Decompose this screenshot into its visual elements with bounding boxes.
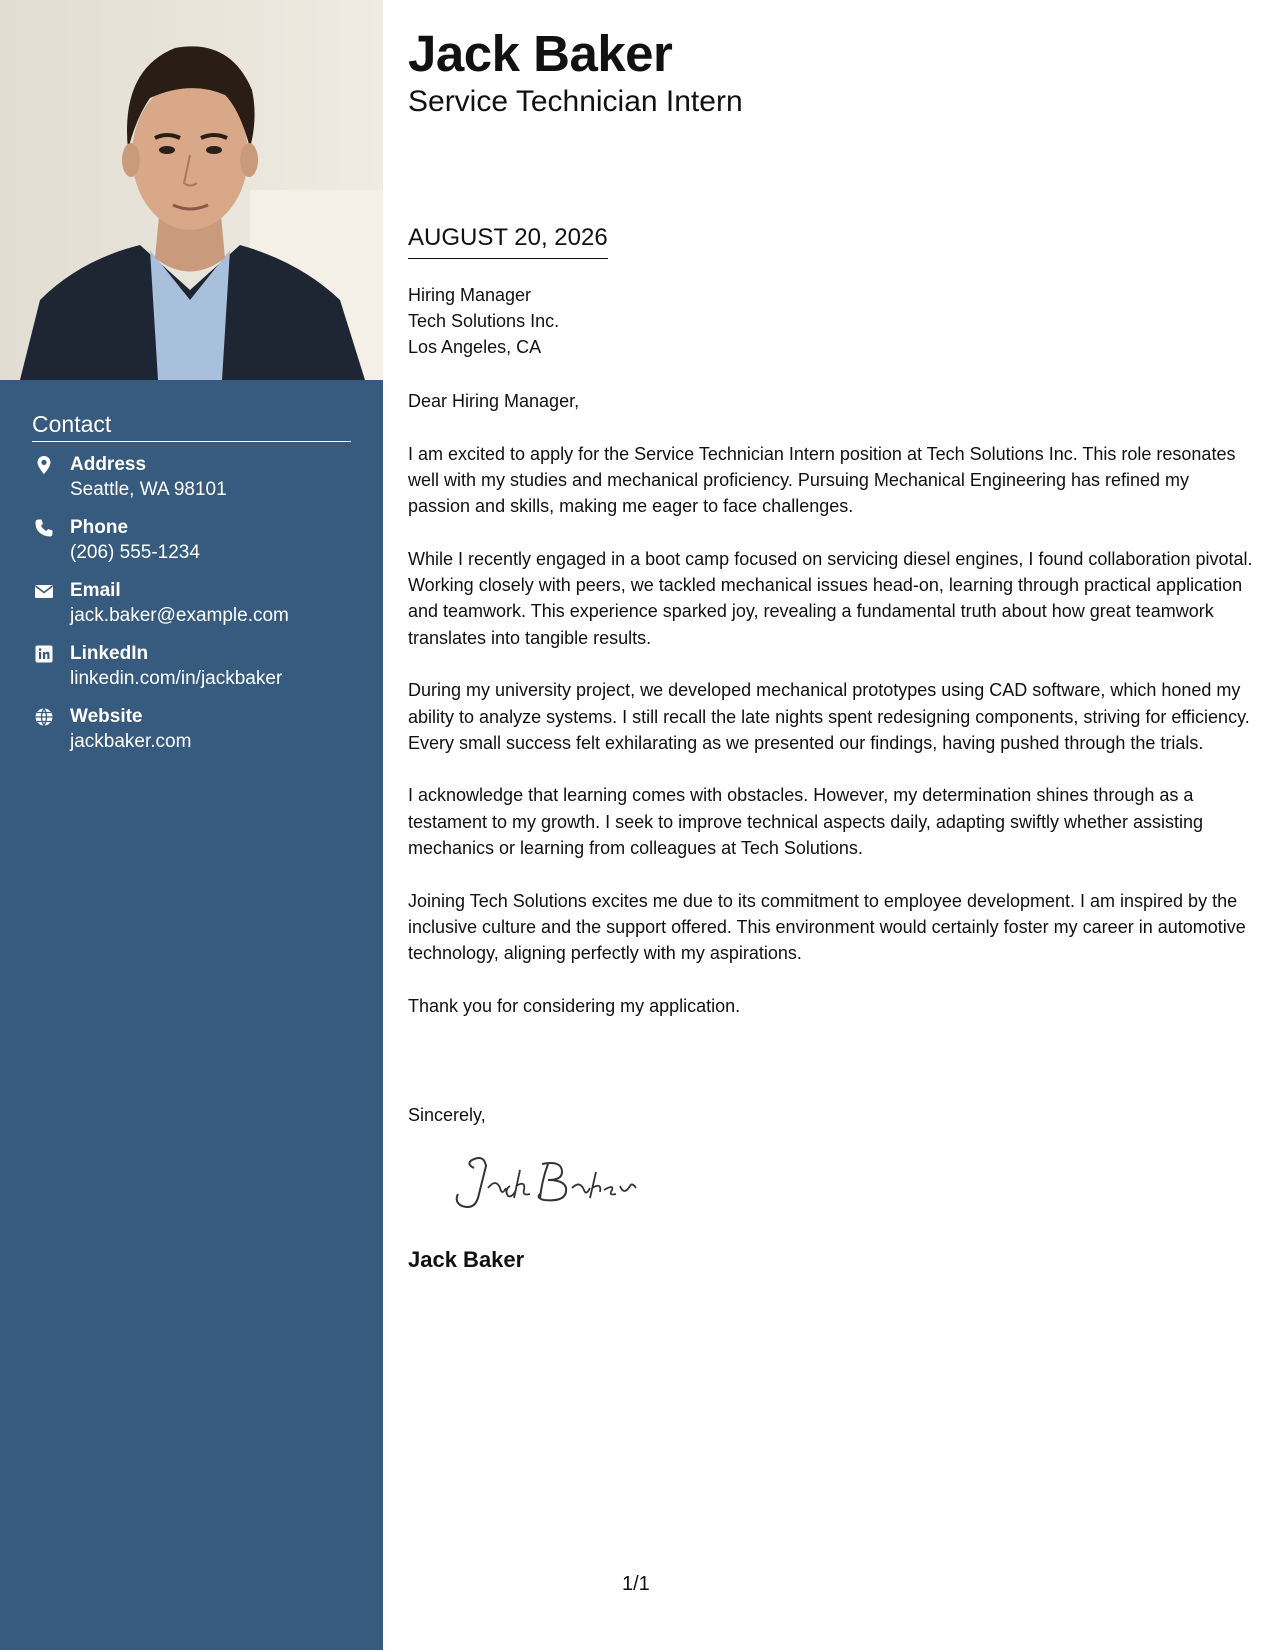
letter-paragraph: During my university project, we developed mechanical prototypes using CAD software, which honed my ability to analyze systems. I still recall the late nights spent redesigning components, striving for efficiency. Every small success felt exhilarating as we presented our findings, having pushed through the trials.: [408, 680, 1250, 753]
recipient-line: Los Angeles, CA: [408, 337, 542, 357]
contact-list: [32, 452, 351, 767]
salutation: Dear Hiring Manager,: [408, 391, 580, 411]
applicant-title: Service Technician Intern: [408, 85, 743, 118]
contact-value: (206) 555-1234: [70, 542, 200, 563]
letter-paragraph: Thank you for considering my application.: [408, 995, 741, 1016]
contact-label: Website: [70, 706, 143, 727]
contact-value[interactable]: linkedin.com/in/jackbaker: [70, 668, 283, 689]
letter-paragraph: While I recently engaged in a boot camp focused on servicing diesel engines, I found collaboration pivotal. Working closely with peers, we tackled mechanical issues head-on, learning through practical application and teamwork. This experience sparked joy, revealing a fundamental truth about how great teamwork translates into tangible results.: [408, 548, 1253, 648]
letter-date: AUGUST 20, 2026: [408, 222, 608, 259]
applicant-name: Jack Baker: [408, 25, 673, 82]
contact-item-address: [32, 452, 351, 515]
signed-name: Jack Baker: [408, 1247, 525, 1272]
contact-heading: Contact: [32, 410, 351, 442]
map-pin-icon: [34, 455, 54, 475]
contact-section: [32, 410, 351, 767]
page-number: 1/1: [622, 1573, 650, 1595]
contact-value[interactable]: jack.baker@example.com: [70, 605, 289, 626]
signature-image: [444, 1150, 684, 1220]
letter-paragraph: I acknowledge that learning comes with obstacles. However, my determination shines through as a testament to my growth. I seek to improve technical aspects daily, adapting swiftly whether assisting mechanics or learning from colleagues at Tech Solutions.: [408, 785, 1204, 859]
contact-item-email: [32, 578, 351, 641]
contact-label: Email: [70, 580, 121, 601]
contact-item-linkedin: [32, 641, 351, 704]
letter-date-wrap: [408, 222, 608, 259]
contact-value[interactable]: jackbaker.com: [70, 731, 192, 752]
contact-label: Address: [70, 454, 147, 475]
letter-body: [408, 388, 1253, 1045]
recipient-block: [408, 282, 559, 360]
linkedin-icon: [34, 644, 54, 664]
sidebar: [0, 0, 383, 1650]
contact-item-website: [32, 704, 351, 767]
recipient-line: Hiring Manager: [408, 285, 532, 305]
recipient-line: Tech Solutions Inc.: [408, 311, 560, 331]
profile-photo: [0, 0, 383, 380]
letter-paragraph: Joining Tech Solutions excites me due to its commitment to employee development. I am inspired by the inclusive culture and the support offered. This environment would certainly foster my career in automotive technology, aligning perfectly with my aspirations.: [408, 890, 1246, 964]
contact-item-phone: [32, 515, 351, 578]
closing: Sincerely,: [408, 1105, 486, 1125]
contact-label: Phone: [70, 517, 129, 538]
phone-icon: [34, 518, 54, 538]
envelope-icon: [34, 581, 54, 601]
letter-paragraph: I am excited to apply for the Service Technician Intern position at Tech Solutions Inc. This role resonates well with my studies and mechanical proficiency. Pursuing Mechanical Engineering has refined my passion and skills, making me eager to face challenges.: [408, 443, 1236, 517]
contact-value: Seattle, WA 98101: [70, 479, 227, 500]
contact-label: LinkedIn: [70, 643, 149, 664]
globe-icon: [34, 707, 54, 727]
